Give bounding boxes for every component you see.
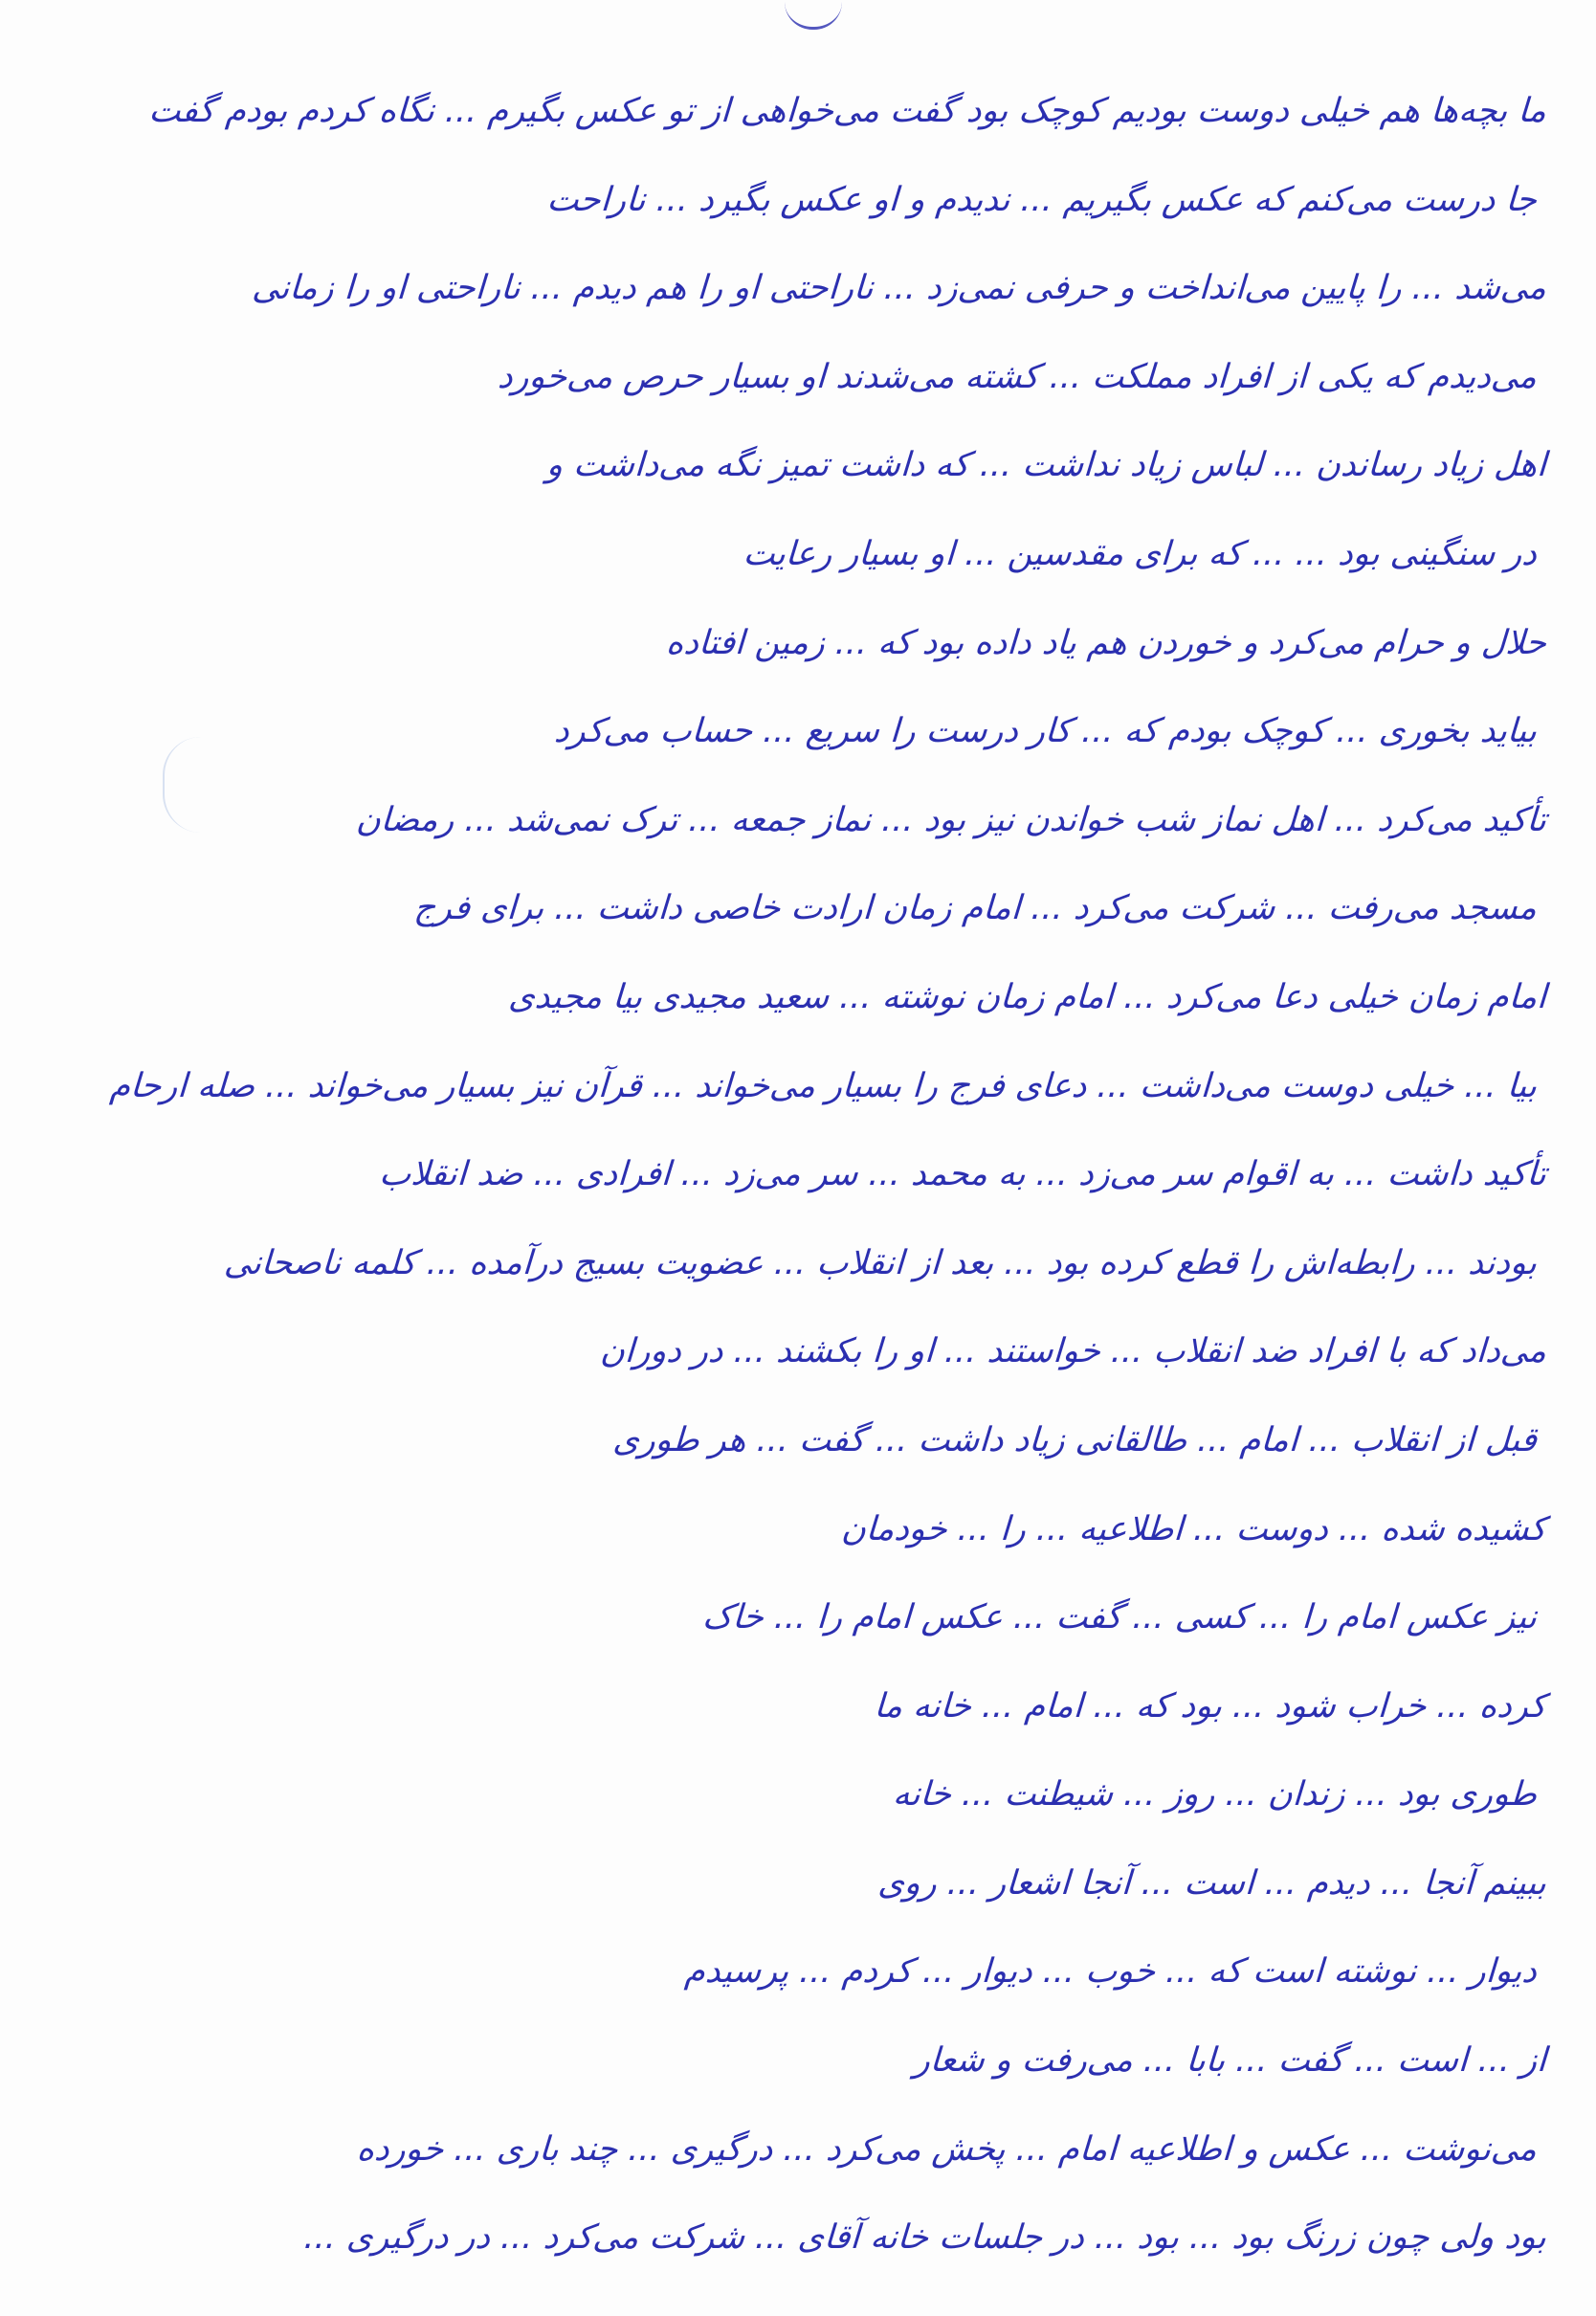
handwritten-line: می‌داد که با افراد ضد انقلاب ... خواستند ... او را بکشند ... در دوران	[599, 1332, 1548, 1371]
handwritten-line: می‌نوشت ... عکس و اطلاعیه امام ... پخش می‌کرد ... درگیری ... چند باری ... خورده	[355, 2129, 1539, 2169]
handwritten-line: کرده ... خراب شود ... بود که ... امام ... خانه ما	[873, 1686, 1548, 1726]
handwritten-line: بودند ... رابطه‌اش را قطع کرده بود ... بعد از انقلاب ... عضویت بسیج درآمده ... کلمه ناصحانی	[223, 1243, 1539, 1282]
handwritten-line: بیا ... خیلی دوست می‌داشت ... دعای فرج را بسیار می‌خواند ... قرآن نیز بسیار می‌خواند ... صله ارحام	[108, 1066, 1539, 1105]
handwritten-line: امام زمان خیلی دعا می‌کرد ... امام زمان نوشته ... سعید مجیدی بیا مجیدی	[507, 977, 1548, 1016]
handwritten-line: می‌شد ... را پایین می‌انداخت و حرفی نمی‌زد ... ناراحتی او را هم دیدم ... ناراحتی او را زمانی	[251, 269, 1548, 308]
handwritten-line: ببینم آنجا ... دیدم ... است ... آنجا اشعار ... روی	[876, 1863, 1548, 1903]
handwritten-line: تأکید داشت ... به اقوام سر می‌زد ... به محمد ... سر می‌زد ... افرادی ... ضد انقلاب	[378, 1155, 1548, 1194]
handwritten-line: بیاید بخوری ... کوچک بودم که ... کار درست را سریع ... حساب می‌کرد	[553, 712, 1539, 751]
handwritten-line: مسجد می‌رفت ... شرکت می‌کرد ... امام زمان ارادت خاصی داشت ... برای فرج	[412, 889, 1539, 928]
handwritten-line: طوری بود ... زندان ... روز ... شیطنت ... خانه	[892, 1775, 1539, 1815]
handwritten-line: ما بچه‌ها هم خیلی دوست بودیم کوچک بود گفت می‌خواهی از تو عکس بگیرم ... نگاه کردم بودم گفت	[147, 92, 1548, 130]
handwritten-line: حلال و حرام می‌کرد و خوردن هم یاد داده بود که ... زمین افتاده	[665, 623, 1548, 662]
handwritten-line: بود ولی چون زرنگ بود ... بود ... در جلسات خانه آقای ... شرکت می‌کرد ... در درگیری ...	[302, 2218, 1548, 2258]
handwritten-line: کشیده شده ... دوست ... اطلاعیه ... را ... خودمان	[840, 1509, 1548, 1548]
handwritten-line: در سنگینی بود ... ... که برای مقدسین ... او بسیار رعایت	[742, 534, 1539, 573]
handwritten-line: از ... است ... گفت ... بابا ... می‌رفت و شعار	[913, 2041, 1548, 2081]
handwritten-line: جا درست می‌کنم که عکس بگیریم ... ندیدم و او عکس بگیرد ... ناراحت	[545, 180, 1539, 219]
handwritten-text-block	[57, 67, 1550, 2283]
handwritten-line: تأکید می‌کرد ... اهل نماز شب خواندن نیز بود ... نماز جمعه ... ترک نمی‌شد ... رمضان	[355, 800, 1548, 839]
handwritten-line: اهل زیاد رساندن ... لباس زیاد نداشت ... که داشت تمیز نگه می‌داشت و	[545, 446, 1548, 485]
handwritten-line: قبل از انقلاب ... امام ... طالقانی زیاد داشت ... گفت ... هر طوری	[611, 1420, 1539, 1459]
handwritten-line: می‌دیدم که یکی از افراد مملکت ... کشته می‌شدند او بسیار حرص می‌خورد	[497, 357, 1539, 396]
handwritten-line: دیوار ... نوشته است که ... خوب ... دیوار ... کردم ... پرسیدم	[683, 1952, 1539, 1992]
handwritten-line: نیز عکس امام را ... کسی ... گفت ... عکس امام را ... خاک	[701, 1598, 1539, 1637]
ink-flourish	[785, 2, 842, 30]
